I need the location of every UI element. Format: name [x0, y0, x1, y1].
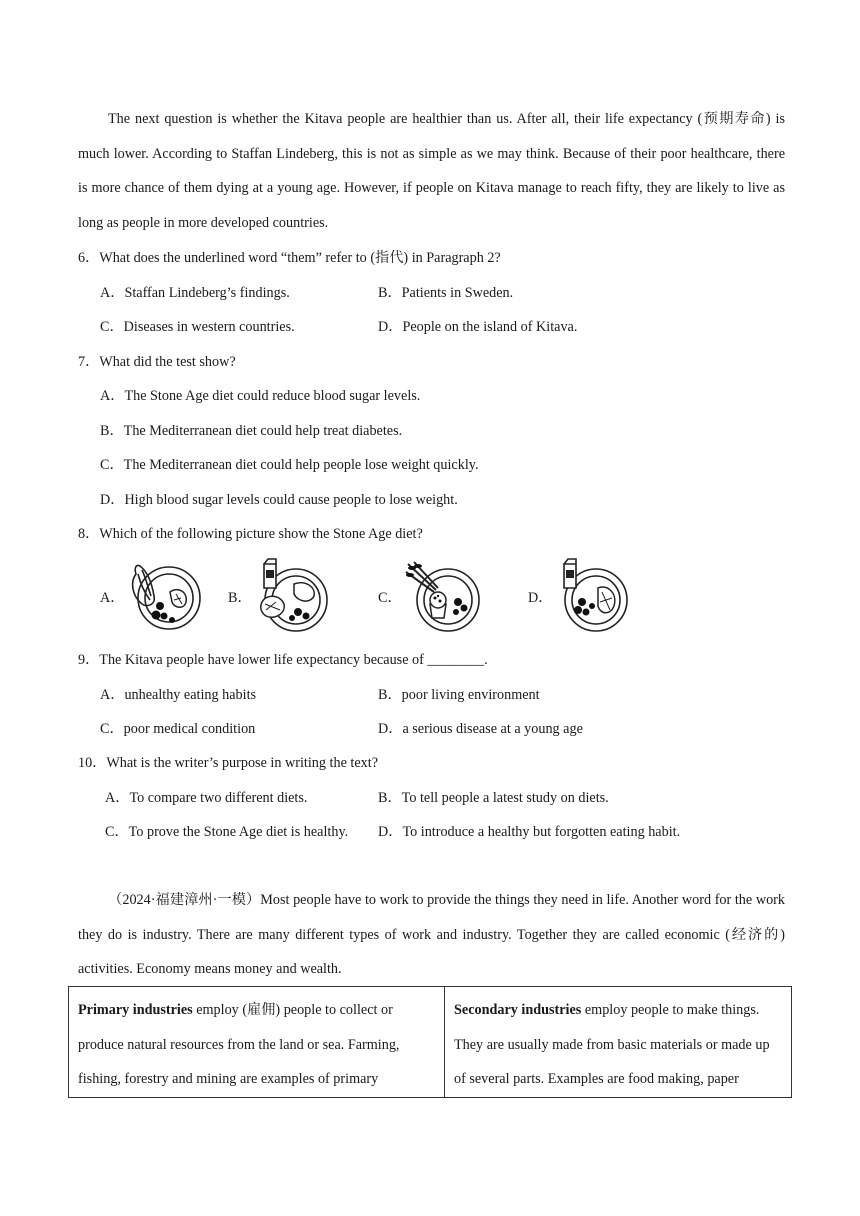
q7-option-d[interactable]	[100, 490, 458, 510]
option-letter: B．	[378, 687, 402, 703]
secondary-industries-term: Secondary industries	[454, 1002, 582, 1018]
q9-option-b[interactable]	[378, 685, 540, 705]
option-letter: B．	[100, 423, 124, 439]
passage2-intro	[78, 883, 785, 987]
option-letter: A．	[105, 790, 130, 806]
question-8	[78, 524, 423, 544]
question-10	[78, 753, 378, 773]
q8-option-d-plate-image[interactable]	[554, 558, 630, 634]
option-text: The Mediterranean diet could help treat diabetes.	[123, 423, 403, 439]
q8-option-a-plate-image[interactable]	[126, 558, 204, 634]
secondary-industries-text: employ people to make things. They are usually made from basic materials or made up of several parts. Examples are food making, paper	[454, 1002, 770, 1087]
q6-option-a[interactable]	[100, 283, 290, 303]
option-text: To tell people a latest study on diets.	[401, 790, 609, 806]
q8-option-c-plate-image[interactable]	[402, 560, 488, 634]
question-7	[78, 352, 236, 372]
question-number: 10．	[78, 755, 107, 771]
question-stem: The Kitava people have lower life expectancy because of ________.	[99, 652, 488, 668]
q9-option-a[interactable]	[100, 685, 256, 705]
q7-option-c[interactable]	[100, 455, 479, 475]
option-letter: A．	[100, 285, 125, 301]
primary-industries-text: employ (雇佣) people to collect or produce natural resources from the land or sea. Farming, fishing, forestry and mining are examples of primary	[78, 1002, 400, 1087]
q8-option-a-label[interactable]: A．	[100, 590, 125, 606]
q7-option-a[interactable]	[100, 386, 420, 406]
q10-option-c[interactable]	[105, 822, 348, 842]
q9-option-c[interactable]	[100, 719, 255, 739]
question-stem: Which of the following picture show the Stone Age diet?	[99, 526, 423, 542]
primary-industries-cell	[69, 987, 445, 1098]
table-row	[69, 987, 792, 1098]
option-text: People on the island of Kitava.	[402, 319, 578, 335]
question-stem: What is the writer’s purpose in writing the text?	[106, 755, 378, 771]
q8-option-b-label[interactable]: B．	[228, 590, 252, 606]
question-stem: What did the test show?	[99, 354, 236, 370]
q8-option-d-label[interactable]: D．	[528, 590, 553, 606]
question-6	[78, 248, 501, 268]
q6-option-b[interactable]	[378, 283, 513, 303]
question-number: 7．	[78, 354, 100, 370]
option-text: To introduce a healthy but forgotten eating habit.	[402, 824, 681, 840]
option-letter: D．	[378, 721, 403, 737]
industries-table	[68, 986, 792, 1098]
question-number: 8．	[78, 526, 100, 542]
option-text: poor medical condition	[123, 721, 256, 737]
q9-option-d[interactable]	[378, 719, 583, 739]
primary-industries-term: Primary industries	[78, 1002, 193, 1018]
option-letter: C．	[105, 824, 129, 840]
q10-option-b[interactable]	[378, 788, 609, 808]
option-letter: C．	[100, 721, 124, 737]
option-letter: C．	[100, 457, 124, 473]
option-text: unhealthy eating habits	[124, 687, 257, 703]
option-text: a serious disease at a young age	[402, 721, 583, 737]
passage2-intro-text: （2024·福建漳州·一模）Most people have to work to provide the things they need in life. Another word for the work they do is industry. There are many different types of work and industry. Together they are called economic (经济的) activities. Economy means money and wealth.	[78, 892, 785, 977]
option-letter: D．	[378, 824, 403, 840]
option-text: Patients in Sweden.	[401, 285, 514, 301]
option-text: Staffan Lindeberg’s findings.	[124, 285, 290, 301]
option-text: To compare two different diets.	[129, 790, 308, 806]
passage-paragraph	[78, 102, 785, 240]
question-number: 9．	[78, 652, 100, 668]
secondary-industries-cell	[445, 987, 792, 1098]
option-letter: A．	[100, 388, 125, 404]
option-text: High blood sugar levels could cause people to lose weight.	[124, 492, 458, 508]
question-stem: What does the underlined word “them” refer to (指代) in Paragraph 2?	[99, 250, 501, 266]
question-9	[78, 650, 488, 670]
q6-option-c[interactable]	[100, 317, 295, 337]
option-text: The Stone Age diet could reduce blood sugar levels.	[124, 388, 421, 404]
option-letter: B．	[378, 285, 402, 301]
passage-paragraph-text: The next question is whether the Kitava people are healthier than us. After all, their life expectancy (预期寿命) is much lower. According to Staffan Lindeberg, this is not as simple as we may think. Because of their poor healthcare, there is more chance of them dying at a young age. However, if people on Kitava manage to reach fifty, they are likely to live as long as people in more developed countries.	[78, 111, 785, 231]
q8-option-c-label[interactable]: C．	[378, 590, 402, 606]
option-letter: D．	[100, 492, 125, 508]
option-text: Diseases in western countries.	[123, 319, 295, 335]
option-letter: C．	[100, 319, 124, 335]
q7-option-b[interactable]	[100, 421, 402, 441]
option-letter: B．	[378, 790, 402, 806]
option-letter: A．	[100, 687, 125, 703]
q10-option-a[interactable]	[105, 788, 307, 808]
q10-option-d[interactable]	[378, 822, 680, 842]
option-text: The Mediterranean diet could help people lose weight quickly.	[123, 457, 479, 473]
q6-option-d[interactable]	[378, 317, 577, 337]
question-number: 6．	[78, 250, 100, 266]
option-letter: D．	[378, 319, 403, 335]
option-text: To prove the Stone Age diet is healthy.	[128, 824, 349, 840]
q8-option-b-plate-image[interactable]	[254, 558, 332, 634]
option-text: poor living environment	[401, 687, 540, 703]
